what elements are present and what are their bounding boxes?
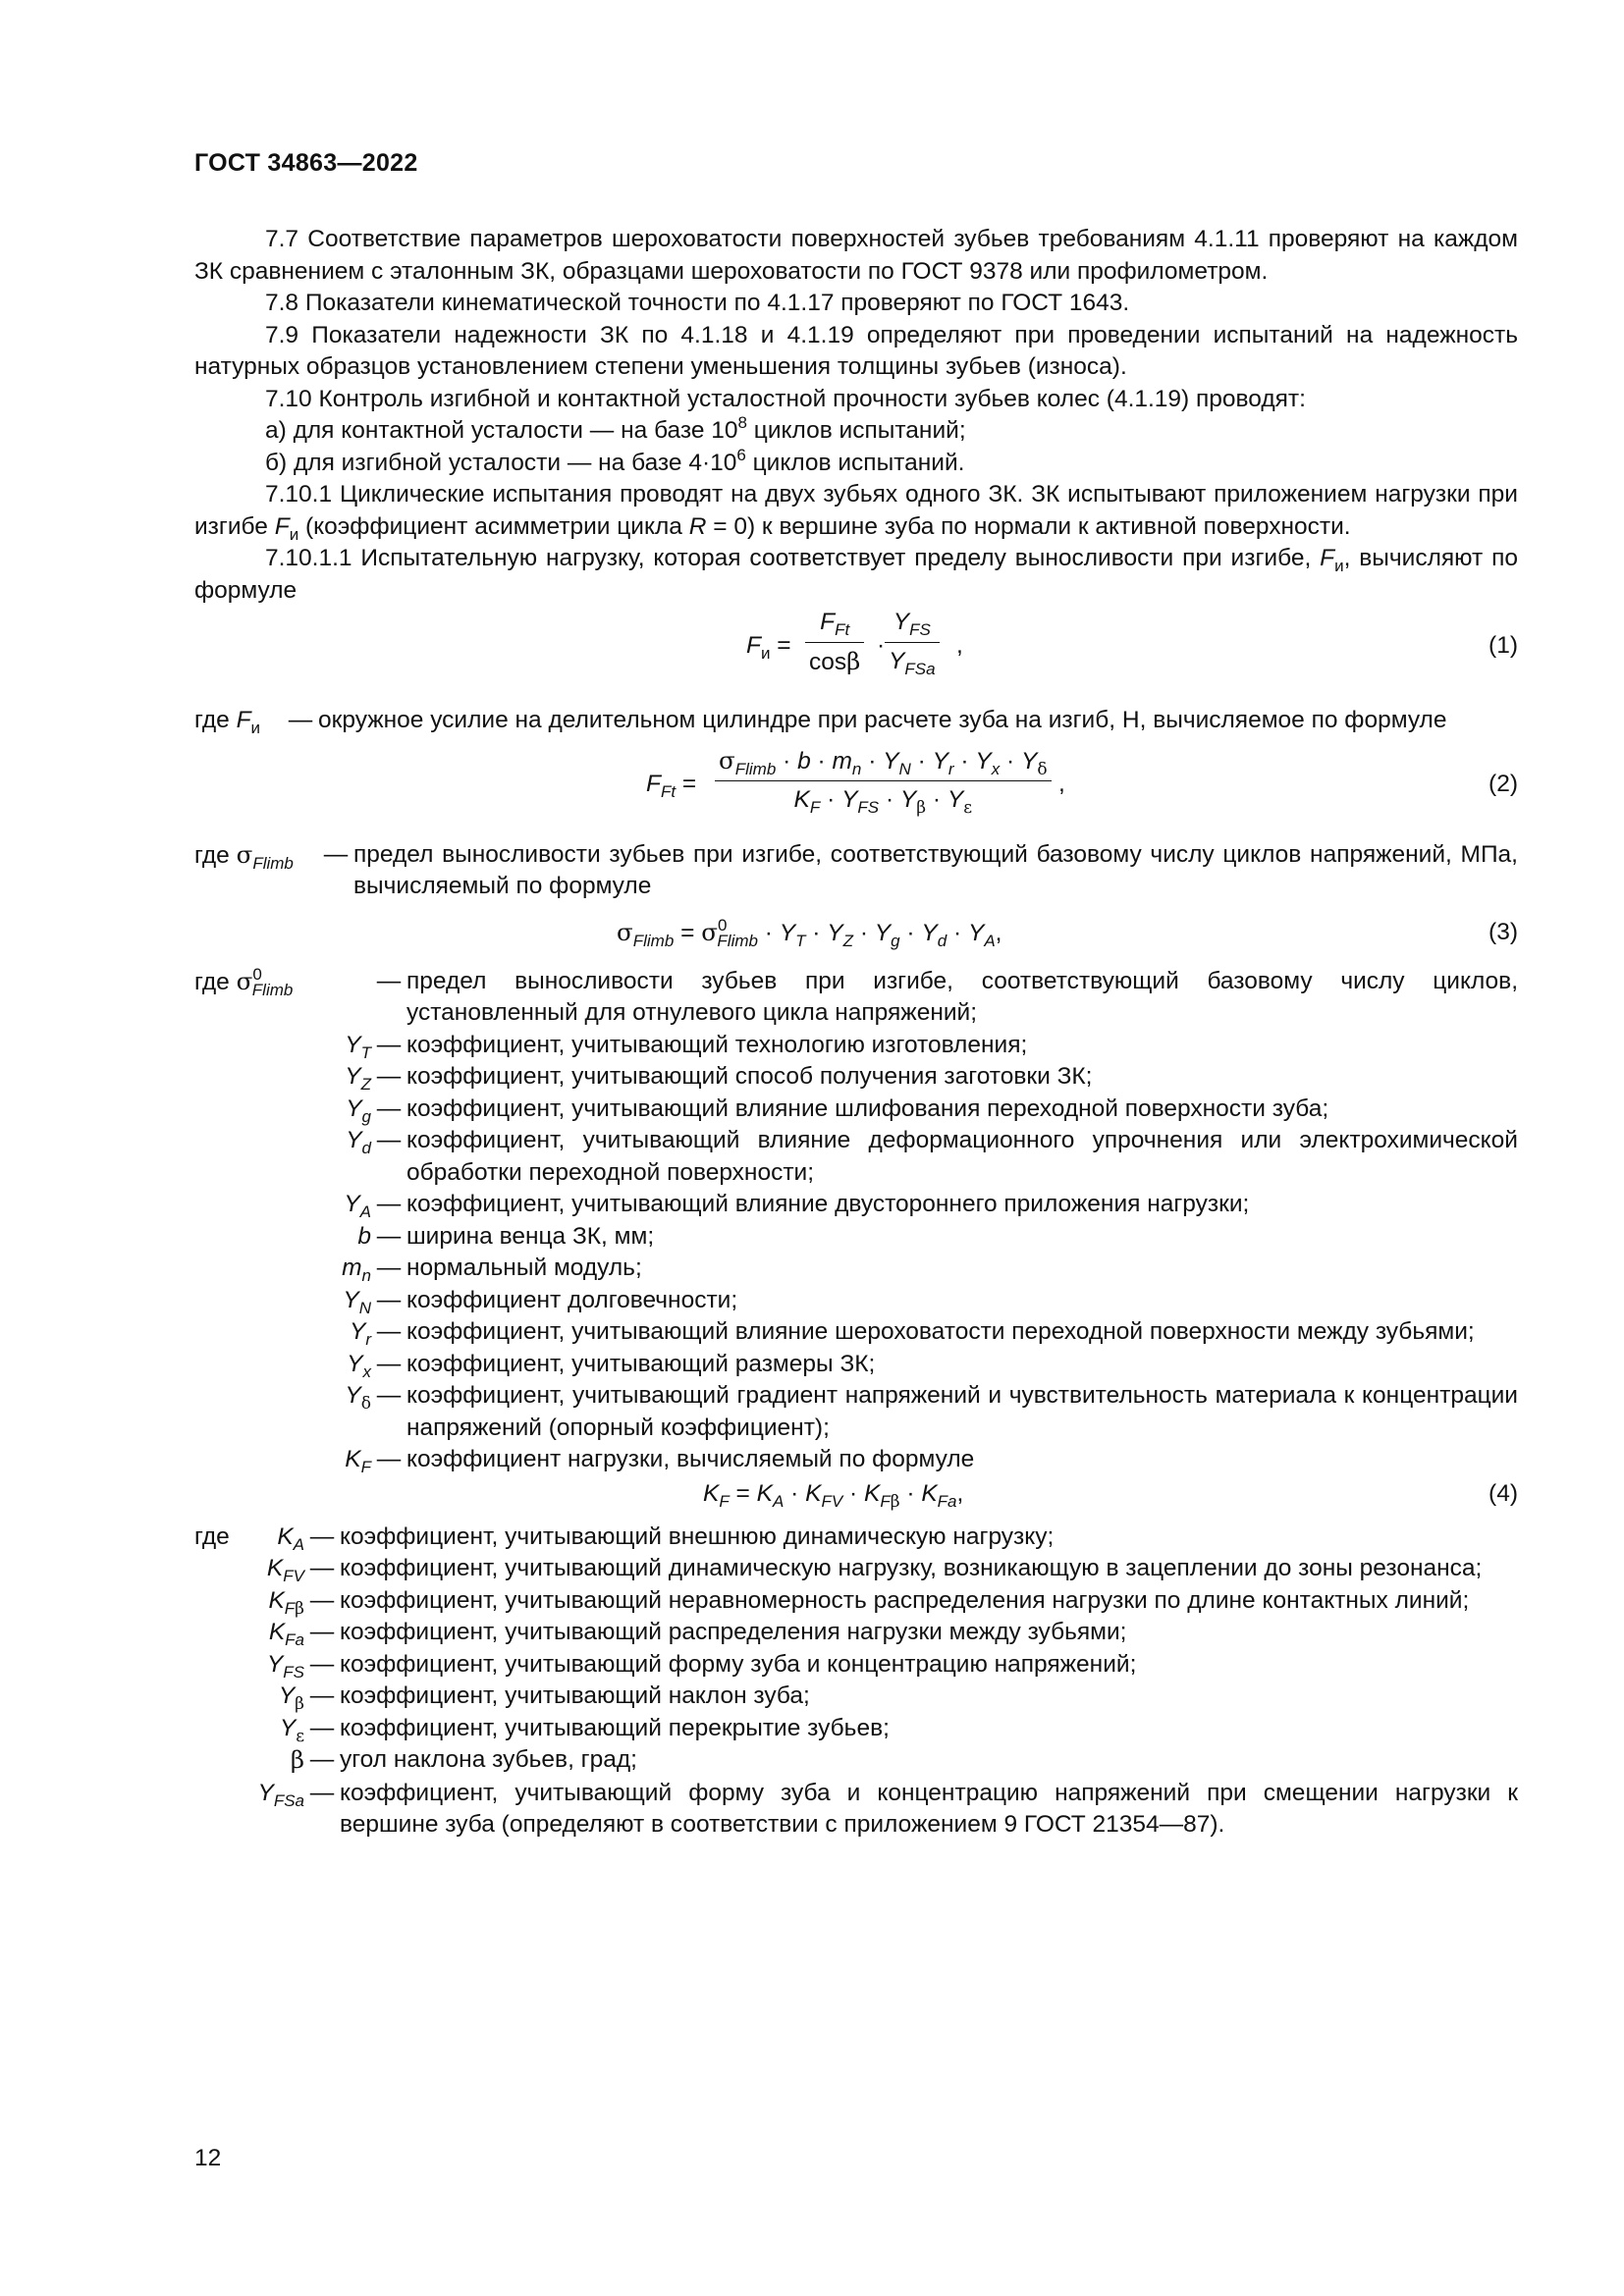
definition-b: b — ширина венца ЗК, мм; (357, 1222, 655, 1250)
paragraph-7-7: 7.7 Соответствие параметров шероховатости поверхностей зубьев требованиям 4.1.11 проверяют на каждом ЗК сравнением с эталонным ЗК, образцами шероховатости по ГОСТ 9378 или профилометром. (194, 226, 1518, 285)
definition-Yr: $Y_r$ — коэффициент, учитывающий влияние шероховатости переходной поверхности между зубьями; (349, 1318, 1475, 1349)
equation-3: $\sigma_{Flimb} = \sigma^0_{Flimb} \cdot Y_T \cdot Y_Z \cdot Y_g \cdot Y_d \cdot Y_A$, (3) (617, 915, 1518, 950)
definition-YZ: $Y_Z$ — коэффициент, учитывающий способ получения заготовки ЗК; (345, 1063, 1093, 1094)
definition-Ybeta: $Y_\beta$ — коэффициент, учитывающий наклон зуба; (278, 1682, 810, 1714)
body-text (194, 224, 1518, 1842)
page-number: 12 (194, 2145, 222, 2171)
definitions-block-1 (194, 705, 1518, 737)
equation-1-fraction-b: $Y_{FS}$ $Y_{FSa}$ (885, 607, 940, 677)
definition-KFV: $K_{FV}$ — коэффициент, учитывающий динамическую нагрузку, возникающую в зацеплении до зоны резонанса; (266, 1555, 1483, 1585)
equation-4-number: (4) (1489, 1479, 1518, 1507)
definition-YFSa: $Y_{FSa}$ — коэффициент, учитывающий форму зуба и концентрацию напряжений при смещении нагрузки к вершине зуба (определяют в соответствии с приложением 9 ГОСТ 21354—87). (257, 1779, 1518, 1838)
paragraph-7-10-b: б) для изгибной усталости — на базе $4\cdot 10^6$ циклов испытаний. (265, 445, 965, 476)
definition-KFbeta: $K_{F\beta}$ — коэффициент, учитывающий неравномерность распределения нагрузки по длине контактных линий; (268, 1586, 1470, 1619)
definition-sigma-flimb: где $\sigma_{Flimb}$ — предел выносливости зубьев при изгибе, соответствующий базовому числу циклов напряжений, МПа, вычисляемый по формуле (194, 839, 1518, 899)
paragraph-7-10-1-1: 7.10.1.1 Испытательную нагрузку, которая соответствует пределу выносливости при изгибе, $F_и$, вычисляют по формуле (194, 545, 1518, 604)
paragraph-7-10: 7.10 Контроль изгибной и контактной усталостной прочности зубьев колес (4.1.19) проводят: (265, 385, 1306, 412)
definition-YA: $Y_A$ — коэффициент, учитывающий влияние двустороннего приложения нагрузки; (344, 1191, 1250, 1221)
equation-2-fraction: $\sigma_{Flimb} \cdot b \cdot m_n \cdot Y_N \cdot Y_r \cdot Y_x \cdot Y_\delta$ $K_F \cdot Y_{FS} \cdot Y_\beta \cdot Y_\varepsilon$ (715, 745, 1052, 817)
document-header: ГОСТ 34863—2022 (194, 149, 418, 177)
equation-1-number: (1) (1489, 632, 1518, 659)
equation-1: $F_и$ = $F_{Ft}$ cosβ · $Y_{FS}$ $Y_{FSa}$ , (1) (746, 609, 1518, 678)
definition-KA: $K_A$ — коэффициент, учитывающий внешнюю динамическую нагрузку; (277, 1522, 1055, 1554)
equation-4: $K_F = K_A \cdot K_{FV} \cdot K_{F\beta} \cdot K_{Fa}$, (4) (703, 1479, 1518, 1512)
definition-KF: $K_F$ — коэффициент нагрузки, вычисляемый по формуле (345, 1446, 975, 1476)
paragraph-7-9: 7.9 Показатели надежности ЗК по 4.1.18 и 4.1.19 определяют при проведении испытаний на надежность натурных образцов установлением степени уменьшения толщины зубьев (износа). (194, 321, 1518, 380)
definition-sigma0: где $\sigma^0_{Flimb}$ — предел выносливости зубьев при изгибе, соответствующий базовому числу циклов, установленный для отнулевого цикла напряжений; (194, 964, 1518, 1026)
definition-YFS: $Y_{FS}$ — коэффициент, учитывающий форму зуба и концентрацию напряжений; (266, 1650, 1137, 1682)
equation-1-fraction-a: $F_{Ft}$ cosβ (805, 607, 864, 678)
definition-Ydelta: $Y_\delta$ — коэффициент, учитывающий градиент напряжений и чувствительность материала к концентрации напряжений (опорный коэффициент); (345, 1382, 1518, 1441)
equation-2-number: (2) (1489, 770, 1518, 797)
definitions-where-label: где (194, 1522, 230, 1550)
paragraph-7-8: 7.8 Показатели кинематической точности по 4.1.17 проверяют по ГОСТ 1643. (265, 290, 1130, 316)
definition-KFa: $K_{Fa}$ — коэффициент, учитывающий распределения нагрузки между зубьями; (268, 1619, 1127, 1649)
definitions-block-3 (194, 966, 1518, 1476)
definition-Yg: $Y_g$ — коэффициент, учитывающий влияние шлифования переходной поверхности зуба; (346, 1095, 1329, 1126)
paragraph-7-10-1: 7.10.1 Циклические испытания проводят на двух зубьях одного ЗК. ЗК испытывают приложением нагрузки при изгибе $F_и$ (коэффициент асимметрии цикла R = 0) к вершине зуба по нормали к активной поверхности. (194, 481, 1518, 544)
definition-Yx: $Y_x$ — коэффициент, учитывающий размеры ЗК; (347, 1350, 876, 1381)
definition-Fi: где $F_и$ — окружное усилие на делительном цилиндре при расчете зуба на изгиб, Н, вычисляемое по формуле (194, 707, 1447, 737)
equation-2: $F_{Ft}$ = $\sigma_{Flimb} \cdot b \cdot m_n \cdot Y_N \cdot Y_r \cdot Y_x \cdot Y_\delta$ $K_F \cdot Y_{FS} \cdot Y_\beta \cdot Y_\varepsilon$ , (2) (646, 745, 1518, 818)
definition-YT: $Y_T$ — коэффициент, учитывающий технологию изготовления; (345, 1031, 1028, 1062)
definitions-block-2 (194, 839, 1518, 903)
definition-YN: $Y_N$ — коэффициент долговечности; (343, 1286, 738, 1317)
equation-3-number: (3) (1489, 918, 1518, 945)
paragraph-7-10-a: а) для контактной усталости — на базе $10^8$ циклов испытаний; (265, 413, 966, 444)
definition-Yd: $Y_d$ — коэффициент, учитывающий влияние деформационного упрочнения или электрохимической обработки переходной поверхности; (346, 1127, 1518, 1186)
definition-beta: β — угол наклона зубьев, град; (290, 1745, 637, 1774)
definition-Yeps: $Y_\varepsilon$ — коэффициент, учитывающий перекрытие зубьев; (279, 1714, 890, 1746)
definitions-block-4 (194, 1522, 1518, 1842)
definition-mn: $m_n$ — нормальный модуль; (342, 1255, 642, 1285)
